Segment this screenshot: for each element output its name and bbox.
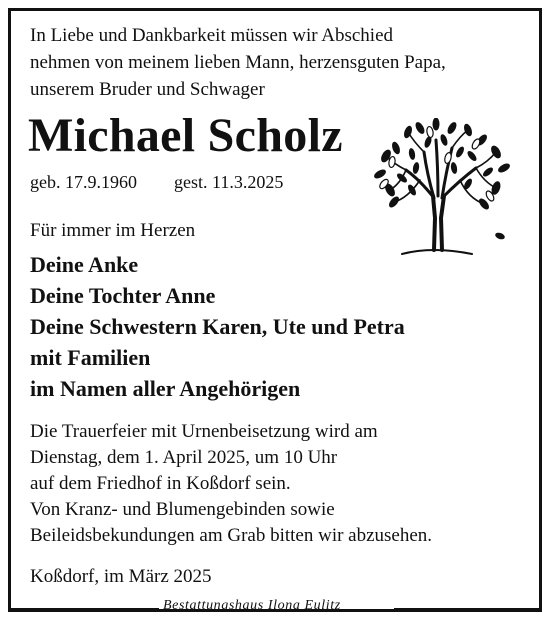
birth-date: geb. 17.9.1960	[30, 172, 137, 192]
mourner-line: Deine Anke	[30, 252, 139, 277]
mourner-line: Deine Schwestern Karen, Ute und Petra	[30, 314, 405, 339]
service-line: Beileidsbekundungen am Grab bitten wir abzusehen.	[30, 525, 433, 546]
deceased-name: Michael Scholz	[28, 109, 343, 162]
place-date: Koßdorf, im März 2025	[30, 566, 212, 587]
intro-line: In Liebe und Dankbarkeit müssen wir Abschied	[30, 25, 394, 46]
undertaker-footer	[0, 596, 550, 618]
undertaker-name: Bestattungshaus Ilona Eulitz	[163, 598, 341, 613]
intro-line: unserem Bruder und Schwager	[30, 79, 265, 100]
mourners-list	[30, 249, 405, 404]
intro-text	[30, 22, 530, 103]
service-info	[30, 419, 432, 549]
life-dates	[30, 172, 284, 193]
footer-rule-left	[8, 608, 159, 611]
intro-line: nehmen von meinem lieben Mann, herzensguten Papa,	[30, 52, 446, 73]
tree-icon	[372, 118, 512, 258]
service-line: Die Trauerfeier mit Urnenbeisetzung wird am	[30, 421, 378, 442]
death-date: gest. 11.3.2025	[174, 172, 284, 192]
service-line: Von Kranz- und Blumengebinden sowie	[30, 499, 335, 520]
mourner-line: Deine Tochter Anne	[30, 283, 216, 308]
forever-in-heart: Für immer im Herzen	[30, 220, 196, 241]
mourner-line: mit Familien	[30, 345, 151, 370]
service-line: auf dem Friedhof in Koßdorf sein.	[30, 473, 291, 494]
footer-rule-right	[394, 608, 542, 611]
mourner-line: im Namen aller Angehörigen	[30, 376, 301, 401]
service-line: Dienstag, dem 1. April 2025, um 10 Uhr	[30, 447, 338, 468]
